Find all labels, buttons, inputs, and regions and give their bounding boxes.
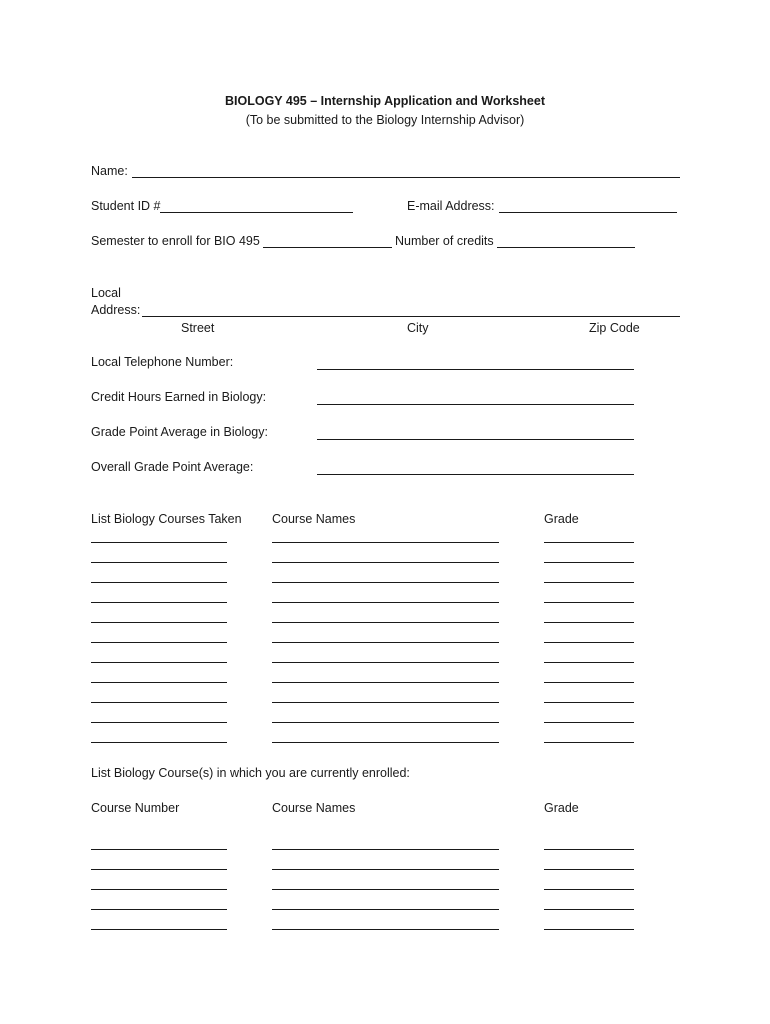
gpa-overall-field-line[interactable] (317, 474, 634, 475)
course-number-col-header: Course Number (91, 801, 180, 815)
current-course-row-col1-line[interactable] (91, 909, 227, 910)
courses-taken-row-col1-line[interactable] (91, 742, 227, 743)
grade-col-header: Grade (544, 512, 579, 526)
current-course-names-col-header: Course Names (272, 801, 356, 815)
credits-label: Number of credits (395, 234, 494, 248)
current-course-row-grade-line[interactable] (544, 889, 634, 890)
current-course-row-names-line[interactable] (272, 869, 499, 870)
current-course-row-col1-line[interactable] (91, 869, 227, 870)
current-course-row-grade-line[interactable] (544, 869, 634, 870)
courses-taken-row-col1-line[interactable] (91, 562, 227, 563)
courses-taken-row-col1-line[interactable] (91, 542, 227, 543)
current-course-row-names-line[interactable] (272, 909, 499, 910)
gpa-biology-label: Grade Point Average in Biology: (91, 425, 268, 439)
courses-taken-row-names-line[interactable] (272, 582, 499, 583)
courses-taken-row-grade-line[interactable] (544, 622, 634, 623)
telephone-label: Local Telephone Number: (91, 355, 234, 369)
courses-taken-row-col1-line[interactable] (91, 682, 227, 683)
zip-code-label: Zip Code (589, 321, 640, 335)
courses-taken-row-grade-line[interactable] (544, 562, 634, 563)
current-grade-col-header: Grade (544, 801, 579, 815)
courses-taken-row-col1-line[interactable] (91, 602, 227, 603)
courses-taken-row-names-line[interactable] (272, 722, 499, 723)
name-field-line[interactable] (132, 177, 680, 178)
courses-taken-row-grade-line[interactable] (544, 642, 634, 643)
courses-taken-row-names-line[interactable] (272, 562, 499, 563)
name-label: Name: (91, 164, 128, 178)
current-course-row-grade-line[interactable] (544, 909, 634, 910)
courses-taken-row-col1-line[interactable] (91, 642, 227, 643)
email-field-line[interactable] (499, 212, 677, 213)
student-id-field-line[interactable] (160, 212, 353, 213)
address-field-line[interactable] (142, 316, 680, 317)
courses-taken-row-names-line[interactable] (272, 542, 499, 543)
courses-taken-row-col1-line[interactable] (91, 582, 227, 583)
current-course-row-col1-line[interactable] (91, 889, 227, 890)
courses-taken-row-col1-line[interactable] (91, 622, 227, 623)
courses-taken-row-names-line[interactable] (272, 602, 499, 603)
courses-taken-col-header: List Biology Courses Taken (91, 512, 242, 526)
semester-field-line[interactable] (263, 247, 392, 248)
courses-taken-row-grade-line[interactable] (544, 542, 634, 543)
city-label: City (407, 321, 429, 335)
current-course-row-col1-line[interactable] (91, 929, 227, 930)
courses-taken-row-grade-line[interactable] (544, 602, 634, 603)
semester-label: Semester to enroll for BIO 495 (91, 234, 260, 248)
email-label: E-mail Address: (407, 199, 495, 213)
courses-taken-row-names-line[interactable] (272, 622, 499, 623)
courses-taken-row-grade-line[interactable] (544, 662, 634, 663)
current-course-row-grade-line[interactable] (544, 849, 634, 850)
local-label: Local (91, 286, 121, 300)
current-courses-intro: List Biology Course(s) in which you are currently enrolled: (91, 766, 410, 780)
courses-taken-row-grade-line[interactable] (544, 682, 634, 683)
credits-field-line[interactable] (497, 247, 635, 248)
current-course-row-names-line[interactable] (272, 889, 499, 890)
current-course-row-col1-line[interactable] (91, 849, 227, 850)
courses-taken-row-names-line[interactable] (272, 742, 499, 743)
courses-taken-row-grade-line[interactable] (544, 582, 634, 583)
telephone-field-line[interactable] (317, 369, 634, 370)
courses-taken-row-grade-line[interactable] (544, 702, 634, 703)
current-course-row-names-line[interactable] (272, 929, 499, 930)
courses-taken-row-grade-line[interactable] (544, 722, 634, 723)
gpa-overall-label: Overall Grade Point Average: (91, 460, 254, 474)
courses-taken-row-names-line[interactable] (272, 702, 499, 703)
student-id-label: Student ID # (91, 199, 161, 213)
courses-taken-row-col1-line[interactable] (91, 722, 227, 723)
courses-taken-row-names-line[interactable] (272, 682, 499, 683)
current-course-row-grade-line[interactable] (544, 929, 634, 930)
courses-taken-row-names-line[interactable] (272, 662, 499, 663)
courses-taken-row-grade-line[interactable] (544, 742, 634, 743)
credit-hours-field-line[interactable] (317, 404, 634, 405)
courses-taken-row-names-line[interactable] (272, 642, 499, 643)
form-subtitle: (To be submitted to the Biology Internship Advisor) (245, 113, 525, 127)
credit-hours-label: Credit Hours Earned in Biology: (91, 390, 267, 404)
courses-taken-row-col1-line[interactable] (91, 662, 227, 663)
address-label: Address: (91, 303, 141, 317)
current-course-row-names-line[interactable] (272, 849, 499, 850)
course-names-col-header: Course Names (272, 512, 356, 526)
gpa-biology-field-line[interactable] (317, 439, 634, 440)
courses-taken-row-col1-line[interactable] (91, 702, 227, 703)
street-label: Street (181, 321, 215, 335)
form-title: BIOLOGY 495 – Internship Application and Worksheet (225, 94, 545, 108)
